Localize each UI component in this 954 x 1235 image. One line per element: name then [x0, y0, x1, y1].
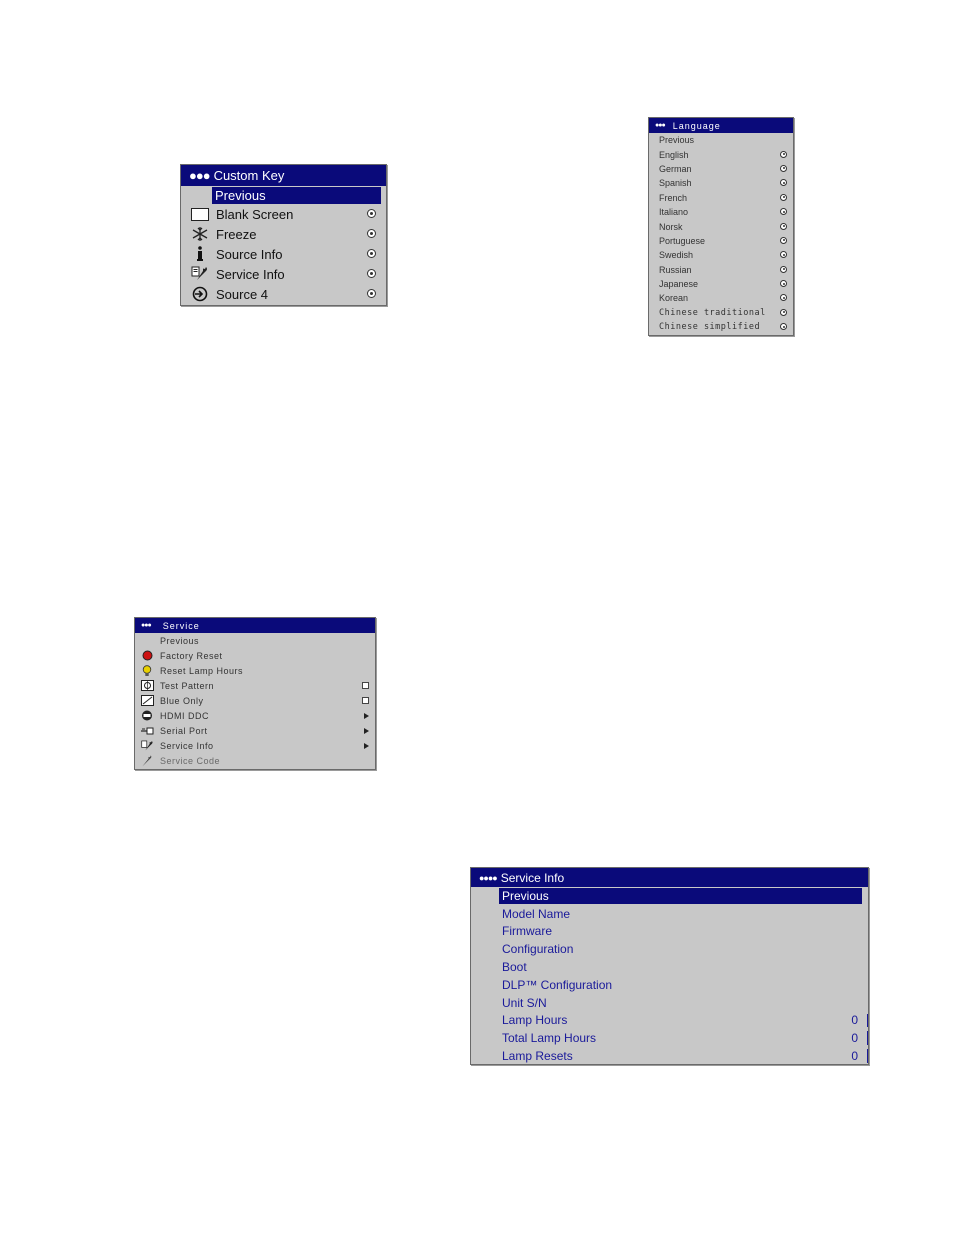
info-value: 0 — [851, 1049, 858, 1064]
language-label: Chinese simplified — [659, 322, 761, 333]
language-item-japanese[interactable] — [649, 277, 793, 291]
info-item-total-lamp-hours — [471, 1029, 868, 1047]
menu-item-source-4[interactable] — [181, 284, 386, 304]
service-item-service-info[interactable] — [135, 738, 375, 753]
info-label: Lamp Hours — [502, 1013, 568, 1028]
checkbox[interactable] — [362, 697, 369, 704]
menu-title: Custom Key — [213, 168, 285, 183]
menu-item-freeze[interactable] — [181, 224, 386, 244]
serial-port-icon — [140, 725, 154, 737]
language-item-swedish[interactable] — [649, 248, 793, 262]
info-item-lamp-hours — [471, 1012, 868, 1030]
language-label: Russian — [659, 264, 692, 275]
language-label: English — [659, 149, 689, 160]
value-divider — [867, 1031, 868, 1045]
submenu-arrow-icon — [364, 713, 369, 719]
menu-depth-dots: ●●● — [141, 622, 151, 629]
menu-item-label: Service Code — [160, 755, 221, 766]
radio-button[interactable] — [780, 165, 787, 172]
radio-button[interactable] — [780, 251, 787, 258]
language-item-chinese-traditional[interactable] — [649, 306, 793, 320]
service-item-serial-port[interactable] — [135, 723, 375, 738]
language-label: Norsk — [659, 221, 683, 232]
wrench-icon — [140, 740, 154, 752]
language-label: Swedish — [659, 250, 694, 261]
menu-item-label: Previous — [160, 635, 200, 646]
menu-item-label: Blank Screen — [216, 206, 294, 222]
menu-item-previous[interactable] — [181, 186, 386, 204]
service-info-menu — [470, 867, 869, 1065]
menu-item-label: Reset Lamp Hours — [160, 665, 244, 676]
info-label: Firmware — [502, 924, 552, 939]
info-label: Previous — [499, 888, 862, 904]
menu-item-label: Service Info — [216, 266, 285, 282]
submenu-arrow-icon — [364, 743, 369, 749]
menu-item-label: Source 4 — [216, 286, 269, 302]
service-item-previous[interactable] — [135, 633, 375, 648]
service-item-hdmi-ddc[interactable] — [135, 708, 375, 723]
info-item-previous[interactable] — [471, 887, 868, 905]
radio-button[interactable] — [367, 269, 376, 278]
service-item-blue-only[interactable] — [135, 693, 375, 708]
service-item-factory-reset[interactable] — [135, 648, 375, 663]
language-item-italiano[interactable] — [649, 205, 793, 219]
language-item-russian[interactable] — [649, 263, 793, 277]
info-item-dlp-configuration — [471, 976, 868, 994]
radio-button[interactable] — [367, 209, 376, 218]
menu-title: Service — [162, 620, 200, 631]
language-item-french[interactable] — [649, 191, 793, 205]
service-item-reset-lamp-hours[interactable] — [135, 663, 375, 678]
language-item-spanish[interactable] — [649, 176, 793, 190]
source-icon — [190, 286, 210, 302]
blank-screen-icon — [190, 206, 210, 222]
info-icon — [190, 246, 210, 262]
radio-button[interactable] — [780, 266, 787, 273]
blue-only-icon — [140, 695, 154, 707]
radio-button[interactable] — [780, 179, 787, 186]
radio-button[interactable] — [780, 151, 787, 158]
test-pattern-icon — [140, 680, 154, 692]
language-label: Japanese — [659, 279, 699, 290]
language-item-previous[interactable] — [649, 133, 793, 147]
info-item-unit-sn — [471, 994, 868, 1012]
lamp-icon — [140, 665, 154, 677]
menu-item-label: Factory Reset — [160, 650, 223, 661]
language-label: German — [659, 163, 692, 174]
menu-depth-dots: ●●●● — [479, 872, 497, 883]
value-divider — [867, 1014, 868, 1028]
language-label: Chinese traditional — [659, 307, 766, 318]
red-dot-icon — [140, 650, 154, 662]
info-label: Lamp Resets — [502, 1049, 573, 1064]
submenu-arrow-icon — [364, 728, 369, 734]
info-label: Boot — [502, 960, 527, 975]
info-label: Model Name — [502, 906, 571, 921]
menu-item-label: Blue Only — [160, 695, 204, 706]
info-label: Total Lamp Hours — [502, 1031, 597, 1046]
menu-title-bar — [471, 868, 868, 887]
menu-title-bar — [181, 165, 386, 186]
info-item-lamp-resets — [471, 1047, 868, 1065]
service-item-test-pattern[interactable] — [135, 678, 375, 693]
radio-button[interactable] — [780, 194, 787, 201]
service-menu — [134, 617, 376, 770]
wrench-icon — [190, 266, 210, 282]
menu-item-label: Previous — [212, 187, 381, 204]
info-label: Unit S/N — [502, 995, 547, 1010]
radio-button[interactable] — [780, 309, 787, 316]
language-item-english[interactable] — [649, 147, 793, 161]
menu-title-bar — [135, 618, 375, 633]
info-item-boot — [471, 958, 868, 976]
menu-depth-dots: ●●● — [655, 122, 665, 129]
radio-button[interactable] — [780, 237, 787, 244]
info-item-configuration — [471, 940, 868, 958]
radio-button[interactable] — [780, 294, 787, 301]
radio-button[interactable] — [780, 323, 787, 330]
menu-item-label: Serial Port — [160, 725, 208, 736]
wrench-icon — [140, 755, 154, 767]
service-item-service-code[interactable] — [135, 753, 375, 768]
language-item-korean[interactable] — [649, 291, 793, 305]
radio-button[interactable] — [780, 280, 787, 287]
menu-item-service-info[interactable] — [181, 264, 386, 284]
info-label: Configuration — [502, 942, 574, 957]
menu-item-label: HDMI DDC — [160, 710, 209, 721]
menu-item-label: Freeze — [216, 226, 257, 242]
menu-item-label: Test Pattern — [160, 680, 215, 691]
menu-item-blank-screen[interactable] — [181, 204, 386, 224]
custom-key-menu — [180, 164, 387, 306]
menu-depth-dots: ●●● — [189, 168, 210, 183]
menu-item-source-info[interactable] — [181, 244, 386, 264]
freeze-icon — [190, 226, 210, 242]
menu-title: Service Info — [500, 870, 565, 885]
language-item-german[interactable] — [649, 162, 793, 176]
info-value: 0 — [851, 1013, 858, 1028]
language-label: Spanish — [659, 178, 692, 189]
language-item-portuguese[interactable] — [649, 234, 793, 248]
language-item-norsk[interactable] — [649, 219, 793, 233]
hdmi-icon — [140, 710, 154, 722]
language-label: French — [659, 192, 688, 203]
language-menu — [648, 117, 794, 336]
info-item-model-name — [471, 905, 868, 923]
checkbox[interactable] — [362, 682, 369, 689]
language-item-chinese-simplified[interactable] — [649, 320, 793, 334]
info-item-firmware — [471, 923, 868, 941]
value-divider — [867, 1049, 868, 1063]
radio-button[interactable] — [367, 289, 376, 298]
menu-title-bar — [649, 118, 793, 133]
menu-title: Language — [672, 120, 721, 131]
info-value: 0 — [851, 1031, 858, 1046]
language-label: Portuguese — [659, 235, 706, 246]
radio-button[interactable] — [780, 223, 787, 230]
radio-button[interactable] — [367, 229, 376, 238]
menu-item-label: Source Info — [216, 246, 283, 262]
info-label: DLP™ Configuration — [502, 977, 613, 992]
language-label: Previous — [659, 135, 695, 146]
radio-button[interactable] — [367, 249, 376, 258]
menu-item-label: Service Info — [160, 740, 214, 751]
radio-button[interactable] — [780, 208, 787, 215]
language-label: Italiano — [659, 207, 689, 218]
language-label: Korean — [659, 293, 689, 304]
